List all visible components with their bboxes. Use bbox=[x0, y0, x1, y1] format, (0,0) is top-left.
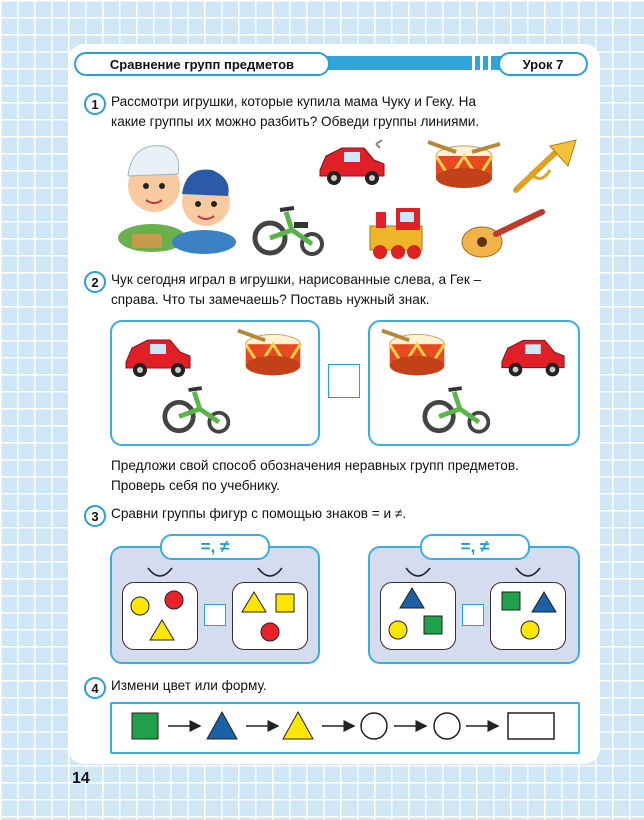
drum-toy bbox=[378, 326, 456, 378]
header-stripe bbox=[472, 56, 475, 70]
shapes-right-set-a bbox=[380, 582, 454, 648]
sign-answer-box[interactable] bbox=[328, 364, 360, 398]
lesson-title: Сравнение групп предметов bbox=[74, 52, 330, 76]
signs-pill-right: =, ≠ bbox=[420, 534, 530, 560]
drum-toy bbox=[234, 326, 312, 378]
shapes-left-set-b bbox=[232, 582, 306, 648]
car-toy bbox=[122, 330, 194, 380]
task-2-note-line1: Предложи свой способ обозначения неравных групп предметов. bbox=[111, 458, 519, 473]
tricycle-toy bbox=[252, 200, 328, 258]
tricycle-toy bbox=[422, 380, 494, 436]
header-stripe bbox=[480, 56, 483, 70]
car-toy bbox=[498, 330, 568, 380]
task-1-text-line2: какие группы их можно разбить? Обведи группы линиями. bbox=[111, 114, 480, 129]
page-number: 14 bbox=[72, 770, 90, 787]
shapes-right-set-b bbox=[490, 582, 564, 648]
task-2-note-line2: Проверь себя по учебнику. bbox=[111, 478, 280, 493]
task-4-number: 4 bbox=[84, 677, 106, 699]
drum-toy bbox=[424, 138, 504, 190]
task-3-number: 3 bbox=[84, 505, 106, 527]
trumpet-toy bbox=[510, 136, 580, 196]
task-1-text-line1: Рассмотри игрушки, которые купила мама Чуку и Геку. На bbox=[111, 94, 477, 109]
train-toy bbox=[364, 198, 428, 262]
lesson-number: Урок 7 bbox=[498, 52, 588, 76]
tricycle-toy bbox=[162, 380, 234, 436]
signs-pill-left: =, ≠ bbox=[160, 534, 270, 560]
shape-sequence bbox=[110, 702, 580, 754]
guitar-toy bbox=[458, 204, 548, 262]
sign-answer-box[interactable] bbox=[204, 604, 226, 626]
header-stripe bbox=[488, 56, 491, 70]
task-4-text: Измени цвет или форму. bbox=[111, 678, 267, 693]
car-toy bbox=[316, 138, 388, 188]
task-3-text: Сравни группы фигур с помощью знаков = и ≠. bbox=[111, 506, 407, 521]
task-2-number: 2 bbox=[84, 271, 106, 293]
sign-answer-box[interactable] bbox=[462, 604, 484, 626]
task-2-text-line2: справа. Что ты замечаешь? Поставь нужный знак. bbox=[111, 292, 430, 307]
shapes-left-set-a bbox=[122, 582, 196, 648]
task-2-text-line1: Чук сегодня играл в игрушки, нарисованные слева, а Гек – bbox=[111, 272, 482, 287]
kids-illustration bbox=[112, 138, 242, 256]
header-bar bbox=[324, 56, 504, 70]
task-1-number: 1 bbox=[84, 93, 106, 115]
